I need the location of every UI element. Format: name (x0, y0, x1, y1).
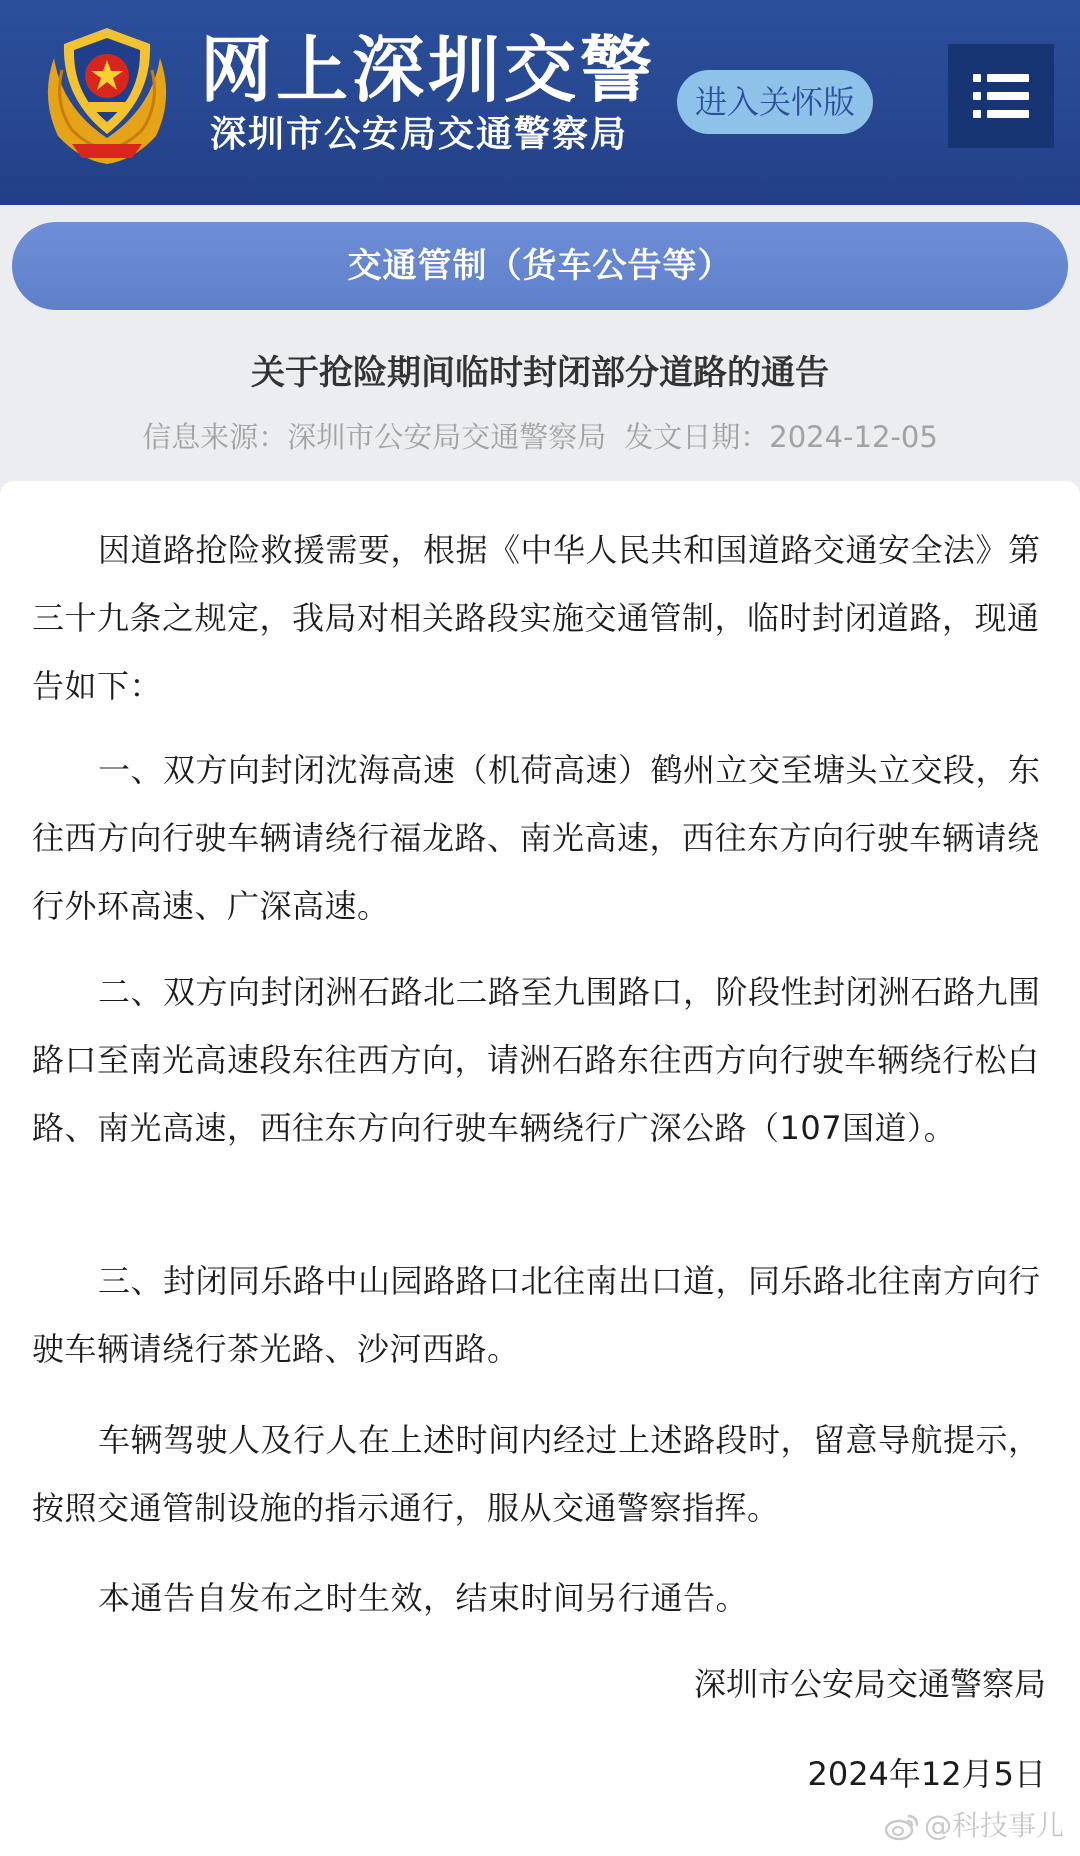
care-mode-button[interactable]: 进入关怀版 (677, 70, 873, 134)
police-emblem-icon (32, 18, 182, 168)
page-title: 关于抢险期间临时封闭部分道路的通告 (251, 353, 829, 393)
menu-button[interactable] (948, 44, 1054, 148)
watermark (884, 1806, 1064, 1846)
category-bar[interactable]: 交通管制（货车公告等） (12, 222, 1068, 310)
site-subtitle: 深圳市公安局交通警察局 (210, 114, 629, 155)
paragraph-item-1: 一、双方向封闭沈海高速（机荷高速）鹤州立交至塘头立交段，东往西方向行驶车辆请绕行福龙路、南光高速，西往东方向行驶车辆请绕行外环高速、广深高速。 (32, 751, 1041, 925)
notice-meta (0, 415, 1080, 459)
source-label: 信息来源： (142, 420, 288, 454)
site-header (0, 0, 1080, 205)
paragraph-effective: 本通告自发布之时生效，结束时间另行通告。 (98, 1579, 749, 1617)
signature-date: 2024年12月5日 (807, 1755, 1046, 1793)
source-value: 深圳市公安局交通警察局 (287, 420, 607, 454)
weibo-icon (884, 1812, 920, 1842)
paragraph-item-2: 二、双方向封闭洲石路北二路至九围路口，阶段性封闭洲石路九围路口至南光高速段东往西方向，请洲石路东往西方向行驶车辆绕行松白路、南光高速，西往东方向行驶车辆绕行广深公路（107国道）。 (32, 973, 1041, 1147)
paragraph-intro: 因道路抢险救援需要，根据《中华人民共和国道路交通安全法》第三十九条之规定，我局对相关路段实施交通管制，临时封闭道路，现通告如下： (32, 531, 1041, 705)
date-label: 发文日期： (624, 420, 770, 454)
signature-org: 深圳市公安局交通警察局 (693, 1665, 1046, 1703)
paragraph-item-3: 三、封闭同乐路中山园路路口北往南出口道，同乐路北往南方向行驶车辆请绕行茶光路、沙河西路。 (32, 1262, 1041, 1368)
paragraph-reminder: 车辆驾驶人及行人在上述时间内经过上述路段时，留意导航提示，按照交通管制设施的指示通行，服从交通警察指挥。 (32, 1421, 1041, 1527)
watermark-text: @科技事儿 (923, 1809, 1064, 1842)
date-value: 2024-12-05 (769, 420, 938, 454)
site-title: 网上深圳交警 (200, 28, 657, 112)
